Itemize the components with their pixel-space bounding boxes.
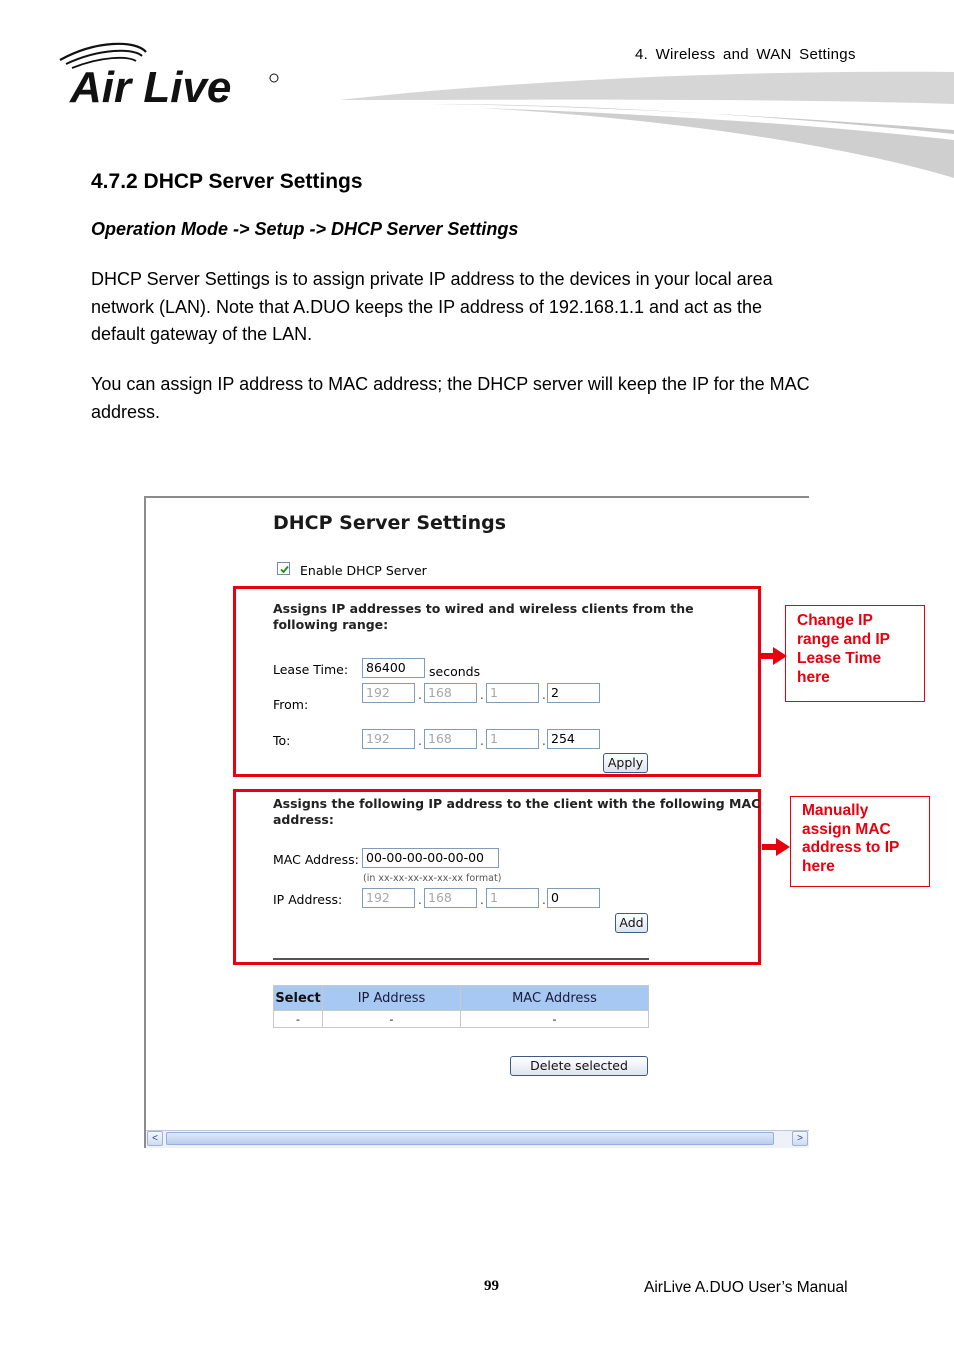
from-label: From:: [273, 697, 309, 712]
cell-ip: -: [323, 1011, 461, 1028]
section-divider: [273, 958, 649, 960]
scroll-left-button[interactable]: <: [147, 1131, 163, 1146]
to-octet-3[interactable]: 1: [486, 729, 539, 749]
dot-separator: .: [542, 688, 546, 702]
mac-binding-table: [273, 985, 649, 1028]
dot-separator: .: [542, 734, 546, 748]
callout-line: range and IP: [797, 631, 891, 648]
mac-description: [273, 796, 760, 828]
dot-separator: .: [480, 688, 484, 702]
mac-paragraph: [91, 371, 891, 426]
arrow-right-icon: [762, 838, 790, 856]
to-octet-4[interactable]: 254: [547, 729, 600, 749]
checkmark-icon: [278, 563, 291, 576]
to-octet-2[interactable]: 168: [424, 729, 477, 749]
from-octet-1[interactable]: 192: [362, 683, 415, 703]
dot-separator: .: [418, 688, 422, 702]
scrollbar-thumb[interactable]: [166, 1132, 774, 1145]
dot-separator: .: [480, 734, 484, 748]
airlive-logo: [56, 42, 286, 112]
intro-paragraph: [91, 266, 891, 349]
to-label: To:: [273, 733, 291, 748]
ip-octet-1[interactable]: 192: [362, 888, 415, 908]
dot-separator: .: [418, 734, 422, 748]
page-number: 99: [484, 1278, 499, 1294]
menu-path: Operation Mode -> Setup -> DHCP Server Settings: [91, 219, 519, 239]
from-octet-4[interactable]: 2: [547, 683, 600, 703]
mac-callout: [790, 796, 930, 887]
from-octet-3[interactable]: 1: [486, 683, 539, 703]
mac-line: address.: [91, 401, 161, 422]
col-ip-address: IP Address: [323, 986, 461, 1011]
dot-separator: .: [542, 893, 546, 907]
mac-line: You can assign IP address to MAC address; the DHCP server will keep the IP for the MAC: [91, 374, 810, 394]
dhcp-page-title: DHCP Server Settings: [273, 512, 507, 534]
callout-line: Change IP: [797, 612, 873, 629]
ip-octet-2[interactable]: 168: [424, 888, 477, 908]
callout-line: Lease Time: [797, 650, 882, 667]
range-callout: [785, 605, 925, 702]
lease-time-label: Lease Time:: [273, 662, 349, 677]
enable-dhcp-checkbox[interactable]: [277, 562, 290, 575]
callout-line: here: [802, 857, 835, 875]
ip-octet-4[interactable]: 0: [547, 888, 600, 908]
lease-unit: seconds: [429, 664, 481, 679]
ip-address-label: IP Address:: [273, 892, 343, 907]
delete-selected-button[interactable]: Delete selected: [510, 1056, 648, 1076]
from-octet-2[interactable]: 168: [424, 683, 477, 703]
dot-separator: .: [418, 893, 422, 907]
intro-line: default gateway of the LAN.: [91, 324, 313, 344]
col-select: Select: [274, 986, 323, 1011]
intro-line: DHCP Server Settings is to assign private IP address to the devices in your local area: [91, 269, 773, 289]
manual-name: AirLive A.DUO User’s Manual: [644, 1279, 848, 1296]
add-button[interactable]: Add: [615, 913, 648, 933]
intro-line: network (LAN). Note that A.DUO keeps the IP address of 192.168.1.1 and act as the: [91, 296, 763, 317]
apply-button[interactable]: Apply: [603, 753, 648, 773]
section-heading: 4.7.2 DHCP Server Settings: [91, 170, 363, 193]
chapter-title: 4. Wireless and WAN Settings: [635, 46, 856, 63]
lease-time-input[interactable]: 86400: [362, 658, 425, 678]
mac-address-label: MAC Address:: [273, 852, 359, 867]
callout-line: here: [797, 669, 830, 686]
cell-select: -: [274, 1011, 323, 1028]
callout-line: address to IP: [802, 839, 900, 856]
to-octet-1[interactable]: 192: [362, 729, 415, 749]
mac-format-hint: (in xx-xx-xx-xx-xx-xx format): [363, 873, 502, 884]
mac-address-input[interactable]: 00-00-00-00-00-00: [362, 848, 499, 868]
cell-mac: -: [461, 1011, 649, 1028]
enable-dhcp-label: Enable DHCP Server: [300, 563, 427, 578]
range-desc-line: following range:: [273, 617, 389, 632]
callout-line: assign MAC: [802, 820, 891, 838]
table-row: [274, 1011, 649, 1028]
dot-separator: .: [480, 893, 484, 907]
scroll-right-button[interactable]: >: [792, 1131, 808, 1146]
col-mac-address: MAC Address: [461, 986, 649, 1011]
arrow-right-icon: [759, 647, 787, 665]
range-description: [273, 601, 694, 633]
logo-wordmark: Air Live: [70, 63, 232, 112]
ip-octet-3[interactable]: 1: [486, 888, 539, 908]
mac-desc-line: address:: [273, 812, 334, 827]
range-desc-line: Assigns IP addresses to wired and wireless clients from the: [273, 601, 694, 616]
mac-desc-line: Assigns the following IP address to the client with the following MAC: [273, 796, 761, 811]
callout-line: Manually: [802, 802, 869, 819]
header-swoosh: [340, 60, 954, 190]
